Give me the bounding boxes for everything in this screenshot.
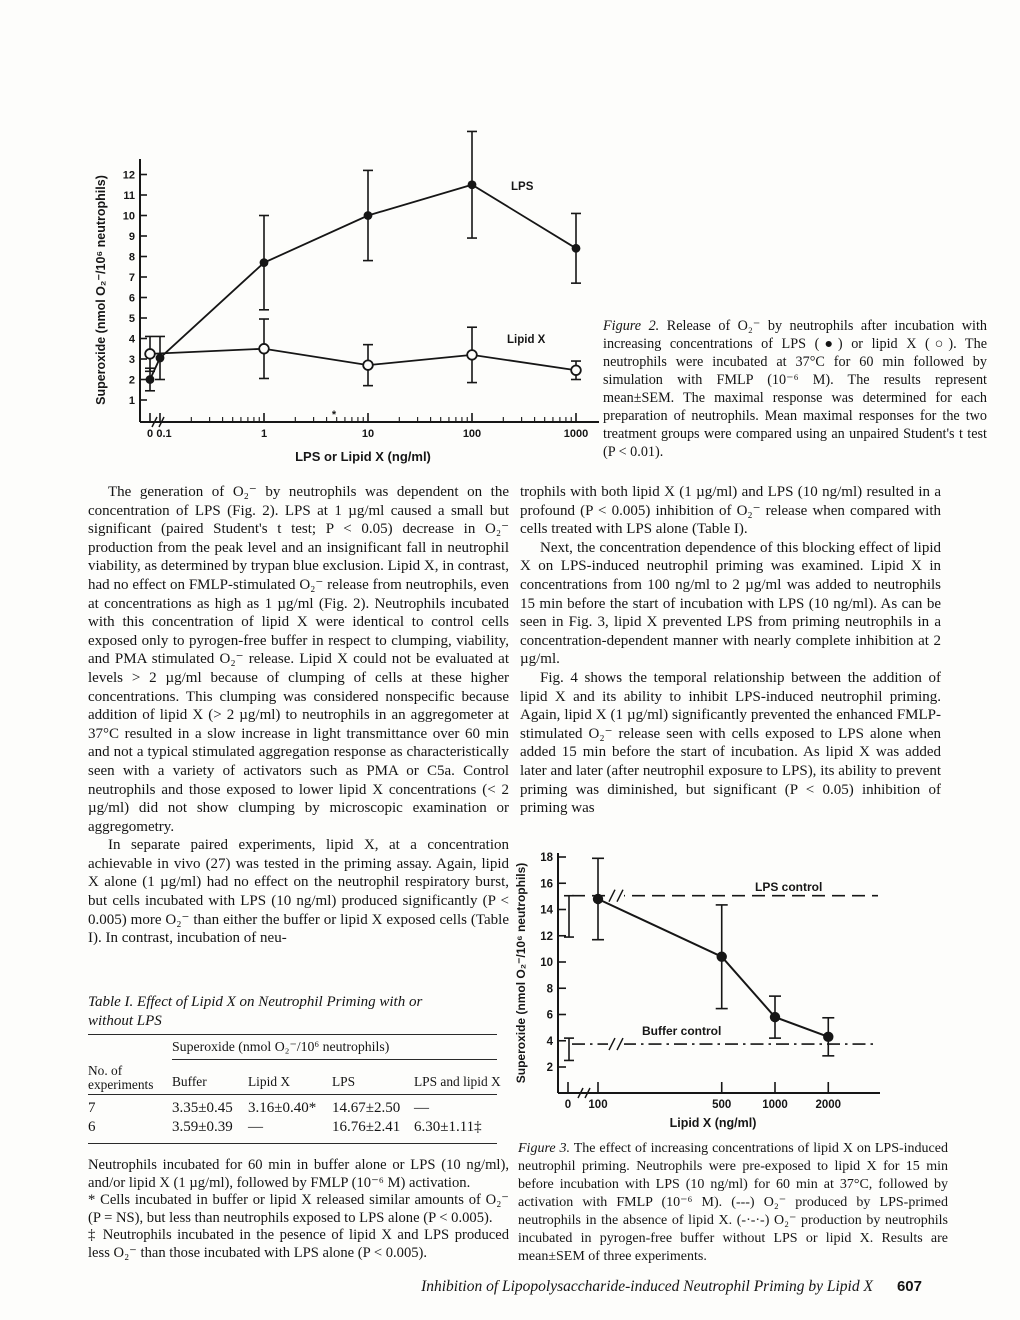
svg-text:3: 3 bbox=[128, 354, 135, 366]
table-cell: 6 bbox=[88, 1119, 96, 1135]
footnote: * Cells incubated in buffer or lipid X released similar amounts of O₂⁻ (P = NS), but less than neutrophils exposed to LPS alone (P < 0.005). bbox=[88, 1192, 509, 1226]
page-footer bbox=[0, 1278, 922, 1296]
svg-text:Lipid X: Lipid X bbox=[507, 334, 546, 346]
svg-text:12: 12 bbox=[122, 169, 135, 182]
table-rule bbox=[88, 1034, 497, 1035]
page-number: 607 bbox=[896, 1278, 922, 1295]
svg-text:0: 0 bbox=[146, 428, 154, 440]
footnote: ‡ Neutrophils incubated in the pesence of lipid X and LPS produced less O₂⁻ than those incubated with LPS alone (P < 0.005). bbox=[88, 1227, 509, 1261]
table-1 bbox=[88, 993, 501, 1143]
table-rule bbox=[88, 1143, 497, 1144]
svg-text:4: 4 bbox=[128, 333, 135, 346]
svg-text:16: 16 bbox=[540, 878, 553, 891]
svg-text:12: 12 bbox=[540, 930, 553, 943]
column-header: LPS bbox=[332, 1074, 356, 1089]
svg-text:LPS: LPS bbox=[511, 181, 534, 193]
table-cell: 3.59±0.39 bbox=[172, 1119, 233, 1135]
figure3-caption-label: Figure 3. bbox=[518, 1141, 571, 1156]
column-header: LPS and lipid X bbox=[414, 1074, 501, 1089]
figure2-caption-text: Release of O₂⁻ by neutrophils after incubation with increasing concentrations of LPS (●) or lipid X (○). The neutrophils were incubated at 37°C for 60 min followed by simulation with FMLP (10⁻⁶ M). The results represent mean±SEM. The maximal response was determined for each preparation of neutrophils. Mean maximal responses for the two treatment groups were compared using an unpaired Student's t test (P < 0.01). bbox=[603, 318, 987, 460]
table-cell: 3.35±0.45 bbox=[172, 1100, 233, 1116]
svg-text:1000: 1000 bbox=[563, 428, 589, 440]
svg-text:14: 14 bbox=[540, 904, 553, 917]
svg-text:18: 18 bbox=[540, 852, 553, 864]
table-cell: 3.16±0.40* bbox=[248, 1100, 317, 1116]
column-header: No. of bbox=[88, 1063, 123, 1078]
paragraph: The generation of O₂⁻ by neutrophils was dependent on the concentration of LPS (Fig. 2). LPS at 1 µg/ml caused a small but significant (paired Student's t test; P < 0.05) decrease in O₂⁻ production from the peak level and an insignificant fall in neutrophil viability, as determined by trypan blue exclusion. Lipid X, in contrast, had no effect on FMLP-stimulated O₂⁻ release from neutrophils, even at concentrations as high as 1 µg/ml (Fig. 2). Neutrophils incubated with this concentration of lipid X were identical to control cells exposed only to pyrogen-free buffer in respect to clumping, viability, and PMA stimulated O₂⁻ release. Lipid X could not be evaluated at levels > 2 µg/ml because of clumping of cells at these higher concentrations. This clumping was considered nonspecific because addition of lipid X (> 2 µg/ml) to neutrophils in an aggregometer at 37°C resulted in a slow increase in light transmittance over 60 min and not a typical stimulated aggregation response as characteristically seen with a variety of activators such as PMA or C5a. Control neutrophils and those exposed to lower lipid X concentrations (< 2 µg/ml) did not show clumping by microscopic examination or aggregometry. bbox=[88, 484, 509, 835]
svg-text:1: 1 bbox=[260, 428, 268, 440]
svg-text:100: 100 bbox=[588, 1099, 608, 1111]
svg-text:6: 6 bbox=[128, 292, 135, 305]
svg-text:2: 2 bbox=[128, 374, 135, 387]
figure2-caption-label: Figure 2. bbox=[603, 318, 660, 334]
paragraph: trophils with both lipid X (1 µg/ml) and LPS (10 ng/ml) resulted in a profound (P < 0.005) inhibition of O₂⁻ release when compared with cells treated with LPS alone (Table I). bbox=[520, 484, 941, 538]
figure3-caption bbox=[518, 1140, 948, 1266]
column-header: Buffer bbox=[172, 1074, 207, 1089]
svg-text:Buffer control: Buffer control bbox=[642, 1024, 722, 1038]
svg-text:6: 6 bbox=[546, 1009, 553, 1022]
svg-text:2: 2 bbox=[546, 1062, 553, 1074]
table-cell: 6.30±1.11‡ bbox=[414, 1119, 482, 1135]
svg-text:11: 11 bbox=[123, 190, 135, 202]
footnote: Neutrophils incubated for 60 min in buffer alone or LPS (10 ng/ml), and/or lipid X (1 µg/ml), followed by FMLP (10⁻⁶ M) activation. bbox=[88, 1157, 509, 1191]
svg-text:Superoxide (nmol O₂⁻/10⁶ neutr: Superoxide (nmol O₂⁻/10⁶ neutrophils) bbox=[94, 175, 108, 405]
svg-text:1: 1 bbox=[128, 395, 135, 407]
body-column-left bbox=[88, 483, 509, 948]
svg-text:0: 0 bbox=[564, 1099, 572, 1111]
svg-text:100: 100 bbox=[462, 428, 482, 440]
table-cell: 14.67±2.50 bbox=[332, 1100, 401, 1116]
svg-text:10: 10 bbox=[540, 957, 553, 969]
svg-text:7: 7 bbox=[128, 272, 135, 284]
table-cell: 7 bbox=[88, 1100, 96, 1116]
svg-text:10: 10 bbox=[122, 210, 135, 223]
svg-text:5: 5 bbox=[128, 313, 135, 325]
svg-text:Lipid X (ng/ml): Lipid X (ng/ml) bbox=[669, 1116, 757, 1130]
column-header: experiments bbox=[88, 1077, 154, 1092]
svg-text:8: 8 bbox=[128, 251, 135, 264]
paragraph: In separate paired experiments, lipid X, at a concentration achievable in vivo (27) was tested in the priming assay. Again, lipid X alone (1 µg/ml) had no effect on the neutrophil respiratory burst, but cells incubated with LPS (10 ng/ml) produced significantly (P < 0.005) more O₂⁻ than either the buffer or lipid X exposed cells (Table I). In contrast, incubation of neu- bbox=[88, 837, 509, 947]
running-title: Inhibition of Lipopolysaccharide-induced Neutrophil Priming by Lipid X bbox=[421, 1278, 873, 1295]
figure3-chart bbox=[512, 845, 942, 1137]
svg-text:8: 8 bbox=[546, 983, 553, 996]
svg-text:*: * bbox=[331, 409, 337, 421]
svg-text:2000: 2000 bbox=[815, 1099, 842, 1111]
body-column-right bbox=[520, 483, 941, 818]
table-rule bbox=[88, 1094, 497, 1095]
table-cell: 16.76±2.41 bbox=[332, 1119, 401, 1135]
svg-text:Superoxide (nmol O₂⁻/10⁶ neutr: Superoxide (nmol O₂⁻/10⁶ neutrophils) bbox=[514, 862, 528, 1084]
paragraph: Next, the concentration dependence of this blocking effect of lipid X on LPS-induced neutrophil priming was examined. Lipid X in concentrations from 100 ng/ml to 2 µg/ml was added to neutrophils 15 min before the start of incubation with LPS (10 ng/ml). As can be seen in Fig. 3, lipid X prevented LPS from priming neutrophils in a concentration-dependent manner with nearly complete inhibition at 2 µg/ml. bbox=[520, 539, 941, 668]
svg-text:4: 4 bbox=[546, 1035, 553, 1048]
column-header: Lipid X bbox=[248, 1074, 291, 1089]
svg-text:1000: 1000 bbox=[762, 1099, 788, 1111]
table-1-footnotes bbox=[88, 1157, 509, 1262]
table-rule bbox=[172, 1059, 497, 1060]
svg-text:0.1: 0.1 bbox=[156, 428, 172, 440]
table-cell: — bbox=[414, 1100, 429, 1116]
table-span-header: Superoxide (nmol O₂⁻/10⁶ neutrophils) bbox=[172, 1039, 390, 1054]
svg-text:10: 10 bbox=[361, 428, 375, 440]
figure3-caption-text: The effect of increasing concentrations of lipid X on LPS-induced neutrophil priming. Neutrophils were pre-exposed to lipid X for 15 min before incubation with LPS (10 ng/ml) for 60 min at 37°C, followed by activation with FMLP (10⁻⁶ M). (---) O₂⁻ produced by LPS-primed neutrophils in the absence of lipid X. (-·-·-) O₂⁻ production by neutrophils incubated in pyrogen-free buffer without LPS or lipid X. Results are mean±SEM of three experiments. bbox=[518, 1141, 948, 1264]
svg-text:9: 9 bbox=[128, 231, 135, 243]
paragraph: Fig. 4 shows the temporal relationship between the addition of lipid X and its ability to inhibit LPS-induced neutrophil priming. Again, lipid X (1 µg/ml) significantly prevented the enhanced FMLP-stimulated O₂⁻ release seen with cells exposed to LPS alone when added 15 min before the start of incubation. As lipid X was added later and later (after neutrophil exposure to LPS), its ability to prevent priming was diminished, but significant (P < 0.05) inhibition of priming was bbox=[520, 669, 941, 817]
figure2-chart bbox=[90, 115, 606, 475]
svg-text:500: 500 bbox=[712, 1099, 732, 1111]
svg-text:LPS control: LPS control bbox=[755, 880, 823, 894]
figure2-caption bbox=[603, 317, 987, 461]
table-1-title: Table I. Effect of Lipid X on Neutrophil Priming with or without LPS bbox=[88, 994, 423, 1029]
svg-text:LPS or Lipid X (ng/ml): LPS or Lipid X (ng/ml) bbox=[295, 449, 431, 464]
table-cell: — bbox=[248, 1119, 263, 1135]
